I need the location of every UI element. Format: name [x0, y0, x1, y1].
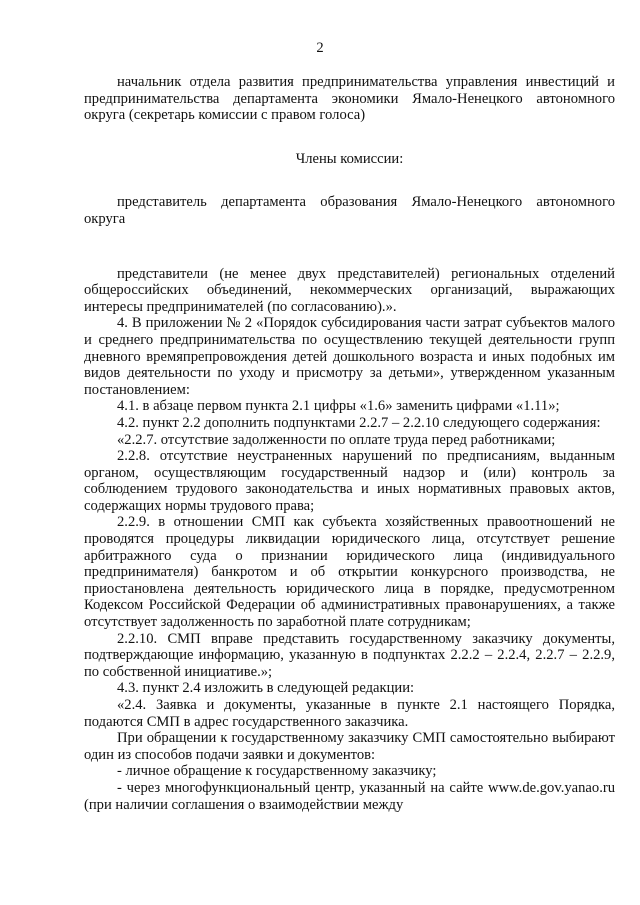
list-item-personal: - личное обращение к государственному заказчику;: [117, 763, 437, 780]
list-item-mfc: - через многофункциональный центр, указанный на сайте www.de.gov.yanao.ru (при наличии соглашения о взаимодействии между: [84, 779, 615, 813]
paragraph-public-reps: представители (не менее двух представителей) региональных отделений общероссийских объединений, некоммерческих организаций, выражающих интересы предпринимателей (по согласованию).».: [84, 265, 615, 315]
paragraph-2-2-7: «2.2.7. отсутствие задолженности по оплате труда перед работниками;: [117, 431, 556, 448]
paragraph-2-2-8: 2.2.8. отсутствие неустраненных нарушений по предписаниям, выданным органом, осуществляющим государственный надзор и (или) контроль за соблюдением трудового законодательства и иных нормативных правовых актов, содержащих нормы трудового права;: [84, 448, 615, 514]
paragraph-secretary: начальник отдела развития предпринимательства управления инвестиций и предпринимательства департамента экономики Ямало-Ненецкого автономного округа (секретарь комиссии с правом голоса): [84, 74, 615, 124]
paragraph-item-4: 4. В приложении № 2 «Порядок субсидирования части затрат субъектов малого и среднего предпринимательства по осуществлению текущей деятельности групп дневного времяпрепровождения детей дошкольного возраста и иных подобных им видов деятельности по уходу и присмотру за детьми», утвержденном указанным постановлением:: [84, 315, 615, 398]
paragraph-item-4-1: 4.1. в абзаце первом пункта 2.1 цифры «1.6» заменить цифрами «1.11»;: [117, 398, 560, 415]
paragraph-2-4: «2.4. Заявка и документы, указанные в пункте 2.1 настоящего Порядка, подаются СМП в адрес государственного заказчика.: [84, 697, 615, 730]
paragraph-item-4-3: 4.3. пункт 2.4 изложить в следующей редакции:: [117, 680, 415, 697]
document-body: [84, 74, 615, 813]
paragraph-2-2-10: 2.2.10. СМП вправе представить государственному заказчику документы, подтверждающие информацию, указанную в подпунктах 2.2.2 – 2.2.4, 2.2.7 – 2.2.9, по собственной инициативе.»;: [84, 630, 615, 680]
paragraph-item-4-2: 4.2. пункт 2.2 дополнить подпунктами 2.2.7 – 2.2.10 следующего содержания:: [117, 414, 601, 431]
paragraph-submission-methods: При обращении к государственному заказчику СМП самостоятельно выбирают один из способов подачи заявки и документов:: [84, 730, 615, 763]
page-number: 2: [316, 40, 324, 56]
paragraph-education-rep: представитель департамента образования Ямало-Ненецкого автономного округа: [84, 194, 615, 227]
paragraph-2-2-9: 2.2.9. в отношении СМП как субъекта хозяйственных правоотношений не проводятся процедуры ликвидации юридического лица, отсутствует решение арбитражного суда о признании юридического лица (индивидуального предпринимателя) банкротом и об открытии конкурсного производства, не приостановлена деятельность юридического лица в порядке, предусмотренном Кодексом Российской Федерации об административных правонарушениях, а также отсутствует задолженность по заработной плате сотрудникам;: [84, 514, 615, 631]
section-heading: Члены комиссии:: [295, 150, 404, 167]
